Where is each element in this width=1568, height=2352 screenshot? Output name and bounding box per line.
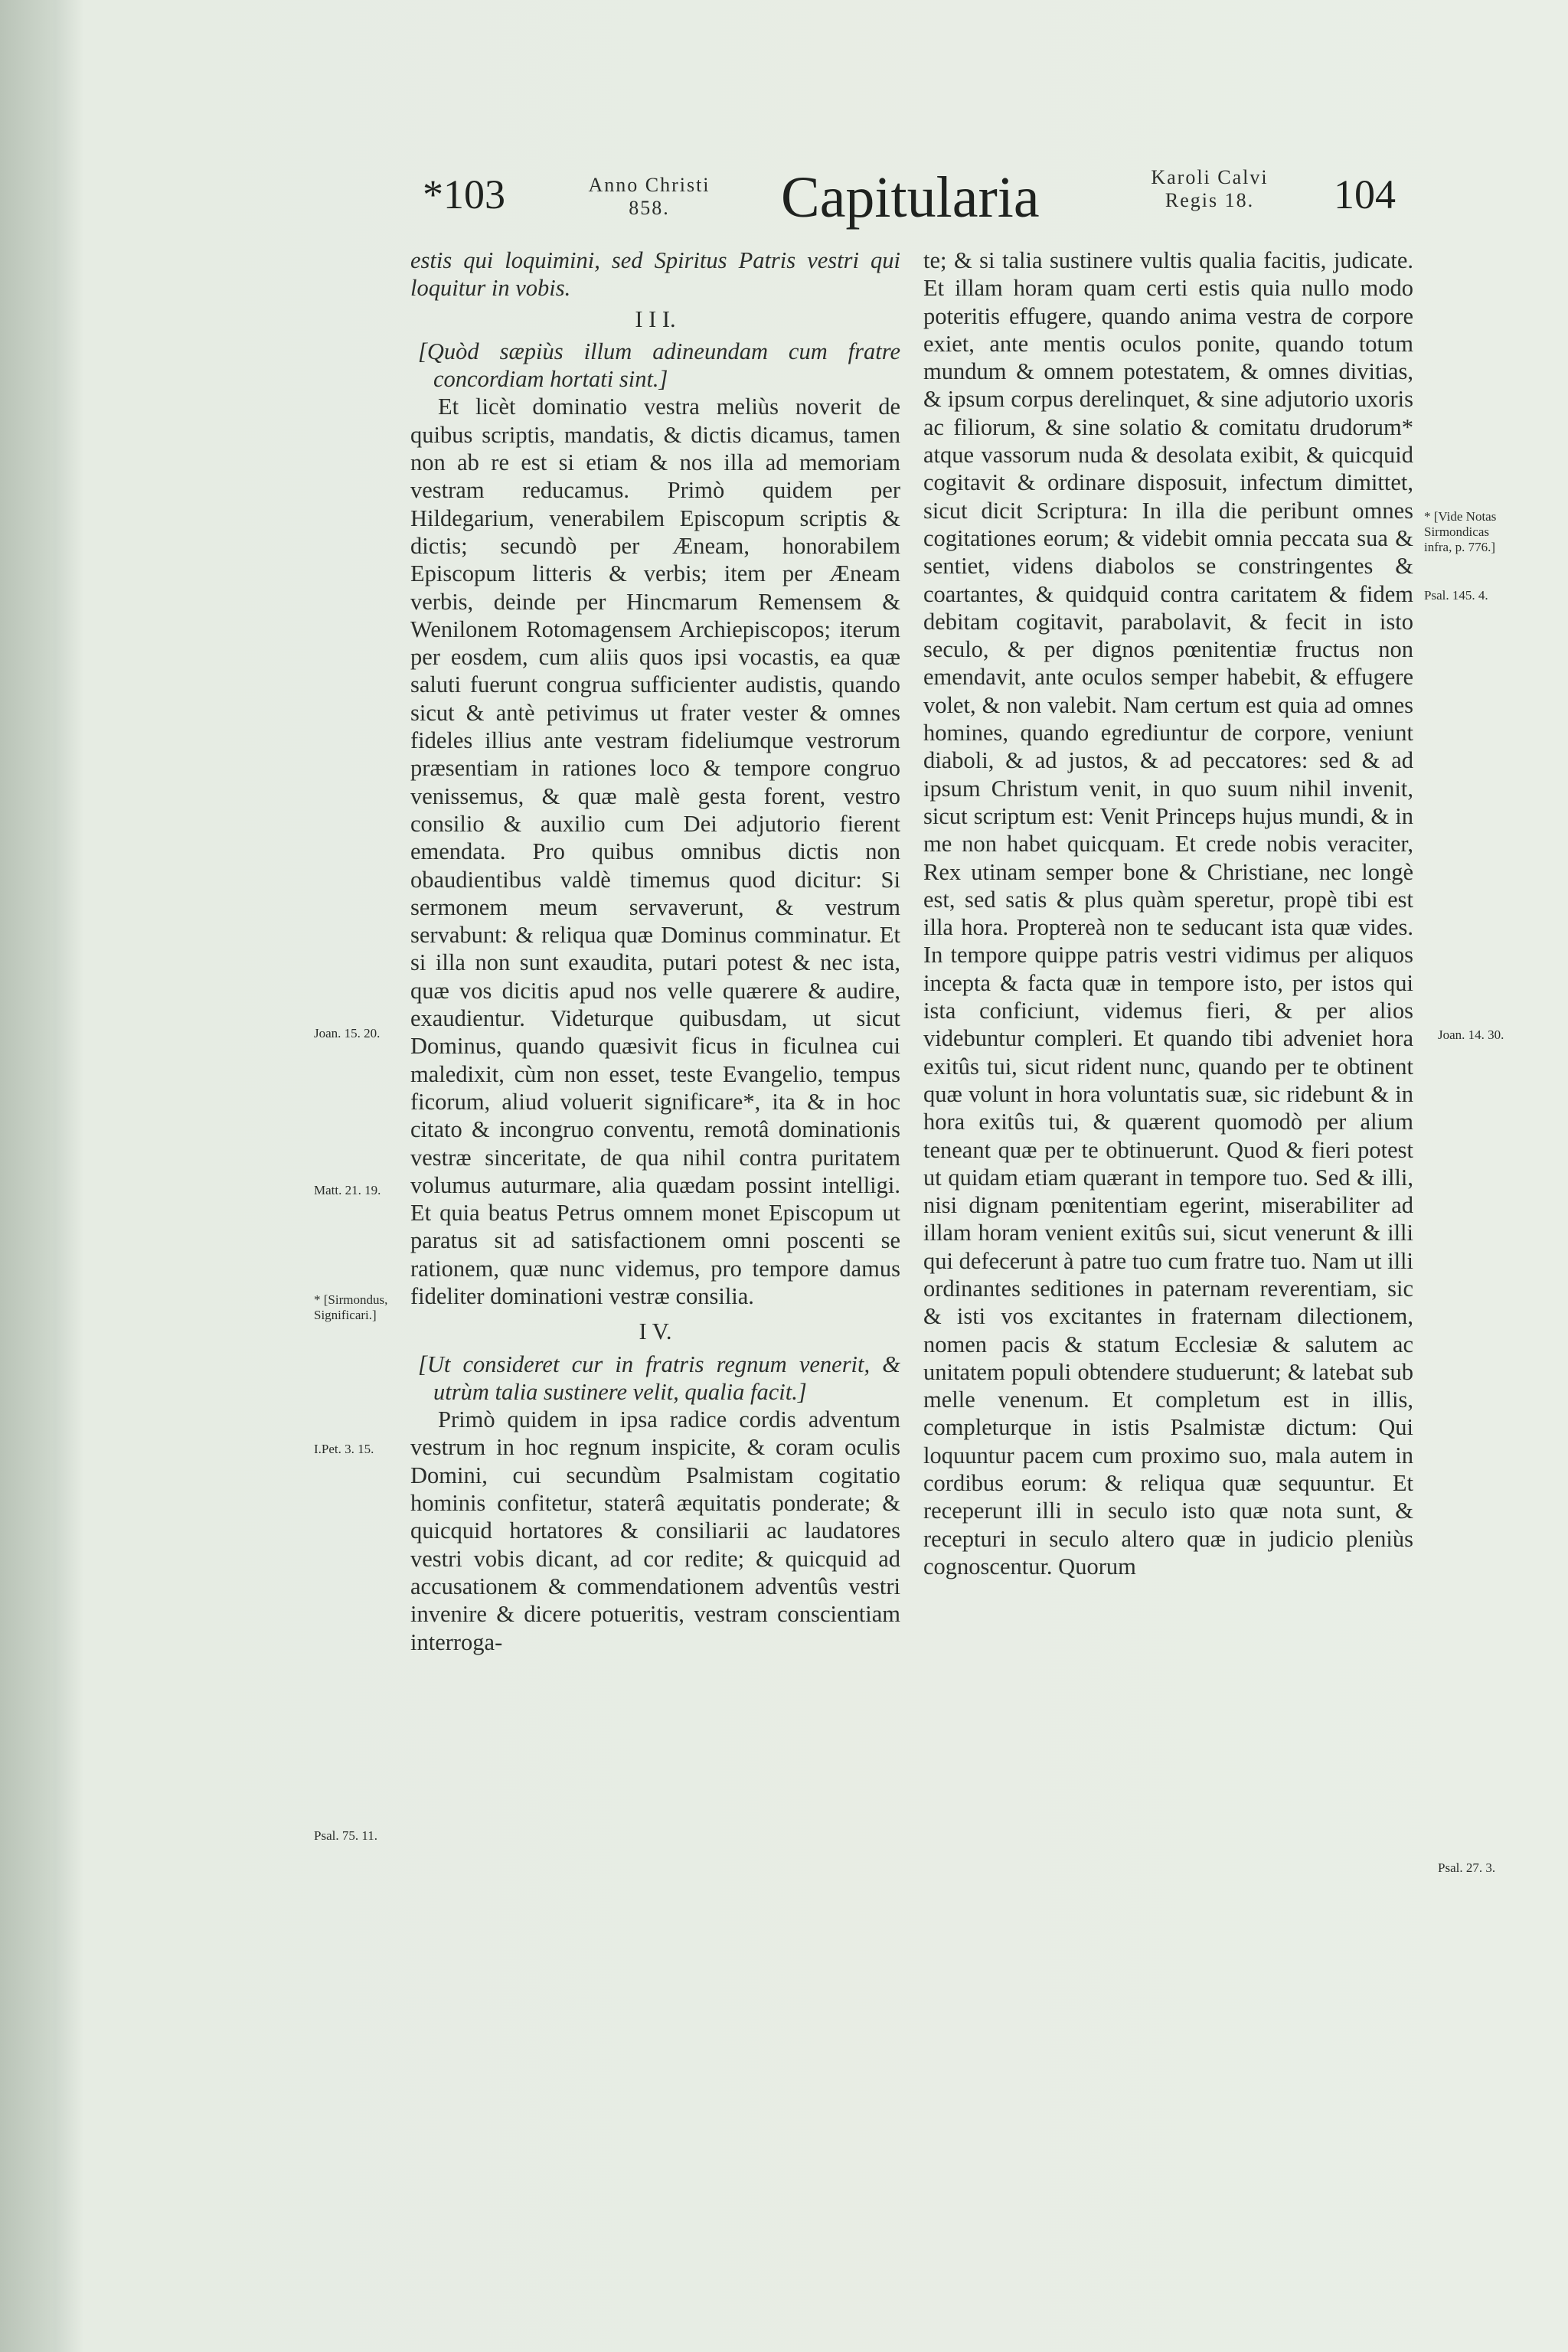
page-header: [0, 149, 1568, 234]
section-summary-3: [Quòd sæpiùs illum adineundam cum fratre concordiam hortati sint.]: [418, 338, 900, 393]
section-heading-4: I V.: [639, 1318, 672, 1345]
margin-note-vide-notas: * [Vide Notas Sirmondicas infra, p. 776.]: [1424, 509, 1497, 554]
running-head-line: Regis 18.: [1165, 189, 1255, 211]
right-running-head: [1122, 166, 1298, 212]
margin-note-joan-14: Joan. 14. 30.: [1438, 1027, 1504, 1042]
left-running-head: [565, 174, 733, 220]
column-intro: estis qui loquimini, sed Spiritus Patris vestri qui loquitur in vobis.: [410, 247, 900, 302]
book-gutter: [0, 0, 54, 2352]
section-paragraph-3: Et licèt dominatio vestra meliùs noverit de quibus scriptis, mandatis, & dictis dicamus, tamen non ab re est si etiam & nos illa ad memoriam vestram reducamus. Primò quidem per Hildegarium, venerabilem Episcopum scriptis & dictis; secundò per Æneam, honorabilem Episcopum litteris & verbis; item per Æneam verbis, deinde per Hincmarum Remensem & Wenilonem Rotomagensem Archiepiscopos; iterum per eosdem, cum aliis quos ipsi vocastis, ea quæ saluti fuerunt congrua sufficienter audistis, quando sicut & antè petivimus ut frater vester & omnes fideles illius ante vestram fideliumque vestrorum præsentiam in rationes loco & tempore congruo venissemus, & quæ malè gesta forent, vestro consilio & auxilio cum Dei adjutorio fierent emendata. Pro quibus omnibus dictis non obaudientibus valdè timemus quod dicitur: Si sermonem meum servaverunt, & vestrum servabunt: & reliqua quæ Dominus comminatur. Et si illa non sunt exaudita, putari potest & nec ista, quæ vos dicitis apud nos velle quærere & audire, exaudientur. Videturque quibusdam, ut sicut Dominus, quando quæsivit ficus in ficulnea cui maledixit, cùm non esset, teste Evangelio, tempus ficorum, aliud voluerit significare*, ita & in hoc citato & incongruo conventu, remotâ dominationis vestræ sinceritate, de qua nihil contra puritatem volumus auturmare, alia quædam possint intelligi. Et quia beatus Petrus omnem monet Episcopum ut paratus sit ad satisfactionem omni poscenti se rationem, quæ nunc videmus, pro tempore damus fideliter dominationi vestræ consilia.: [410, 394, 900, 1309]
margin-note-sirmond: * [Sirmondus, Significari.]: [314, 1292, 388, 1322]
margin-note-matt-21: Matt. 21. 19.: [314, 1183, 381, 1197]
section-heading-3: I I I.: [635, 305, 676, 332]
page-title: Capitularia: [781, 165, 1040, 230]
margin-note-pet: I.Pet. 3. 15.: [314, 1442, 374, 1456]
running-head-line: Karoli Calvi: [1151, 166, 1269, 188]
running-head-line: 858.: [629, 197, 670, 219]
right-column-paragraph: te; & si talia sustinere vultis qualia facitis, judicate. Et illam horam quam certi estis quia nullo modo poteritis effugere, quando anima vestra de corpore exiet, ante mentis oculos ponite, quando totum mundum & omnem potestatem, & omnes divitias, & ipsum corpus derelinquet, & sine adjutorio uxoris ac filiorum, & sine solatio & comitatu drudorum* atque vassorum nuda & desolata exibit, & quicquid cogitavit & ordinare disposuit, infectum dimittet, sicut dicit Scriptura: In illa die peribunt omnes cogitationes eorum; & videbit omnia peccata sua & sentiet, videns diabolos se constringentes & coartantes, & quidquid contra caritatem & fidem debitam cogitavit, parabolavit, & fecit in isto seculo, & per dignos pœnitentiæ fructus non emendavit, ante oculos semper habebit, & effugere volet, & non valebit. Nam certum est quia ad omnes homines, quando egrediuntur de corpore, veniunt diaboli, & ad justos, & ad peccatores: sed & ad ipsum Christum venit, in quo suum nihil invenit, sicut scriptum est: Venit Princeps hujus mundi, & in me non habet quicquam. Et crede nobis veraciter, Rex utinam semper bone & Christiane, nec longè est, sed satis & plus quàm speretur, propè tibi est illa hora. Proptereà non te seducant ista quæ vides. In tempore quippe patris vestri vidimus per aliquos incepta & facta quæ in tempore isto, per istos qui ista conficiunt, videmus fieri, & per alios videbuntur compleri. Et quando tibi adveniet hora exitûs tui, sicut rident nunc, quando per te obtinent quæ volunt in hora voluntatis suæ, sic ridebunt & in hora exitûs tui, & quærent quomodò per alium teneant quæ per te obtinuerunt. Quod & fieri potest ut quidam etiam quærant in tempore tuo. Sed & illi, nisi dignam pœnitentiam egerint, miserabiliter ad illam horam venient exitûs sui, sicut venerunt & illi qui defecerunt à patre tuo cum fratre tuo. Nam ut illi ordinantes seditiones in paternam reverentiam, sic & isti vos excitantes in fraternam dilectionem, nomen pacis & statum Ecclesiæ & salutem ac unitatem populi obtendere studuerunt; & latebat sub melle venenum. Et completum est in illis, completurque in istis Psalmistæ dictum: Qui loquuntur pacem cum proximo suo, mala autem in cordibus eorum: & reliqua quæ sequuntur. Et receperunt illi in seculo isto quæ nota sunt, & recepturi in seculo altero quæ in judicio pleniùs cognoscentur. Quorum: [923, 247, 1413, 1579]
right-page-number: 104: [1334, 172, 1396, 217]
margin-note-psal-145: Psal. 145. 4.: [1424, 588, 1488, 603]
left-column: [410, 247, 900, 1656]
section-summary-4: [Ut consideret cur in fratris regnum venerit, & utrùm talia sustinere velit, qualia facit.]: [418, 1351, 900, 1405]
running-head-line: Anno Christi: [588, 174, 710, 196]
section-paragraph-4: Primò quidem in ipsa radice cordis adventum vestrum in hoc regnum inspicite, & coram oculis Domini, cui secundùm Psalmistam cogitatio hominis confitetur, staterâ æquitatis ponderate; & quicquid hortatores & consiliarii ac laudatores vestri vobis dicant, ad cor redite; & quicquid ad accusationem & commendationem adventûs vestri invenire & dicere potueritis, vestram conscientiam interroga-: [410, 1406, 900, 1655]
right-column: [923, 247, 1413, 1580]
margin-note-joan-15: Joan. 15. 20.: [314, 1026, 381, 1040]
left-page-number: *103: [423, 172, 505, 217]
margin-note-psal-75: Psal. 75. 11.: [314, 1828, 377, 1843]
margin-note-psal-27: Psal. 27. 3.: [1438, 1860, 1496, 1875]
